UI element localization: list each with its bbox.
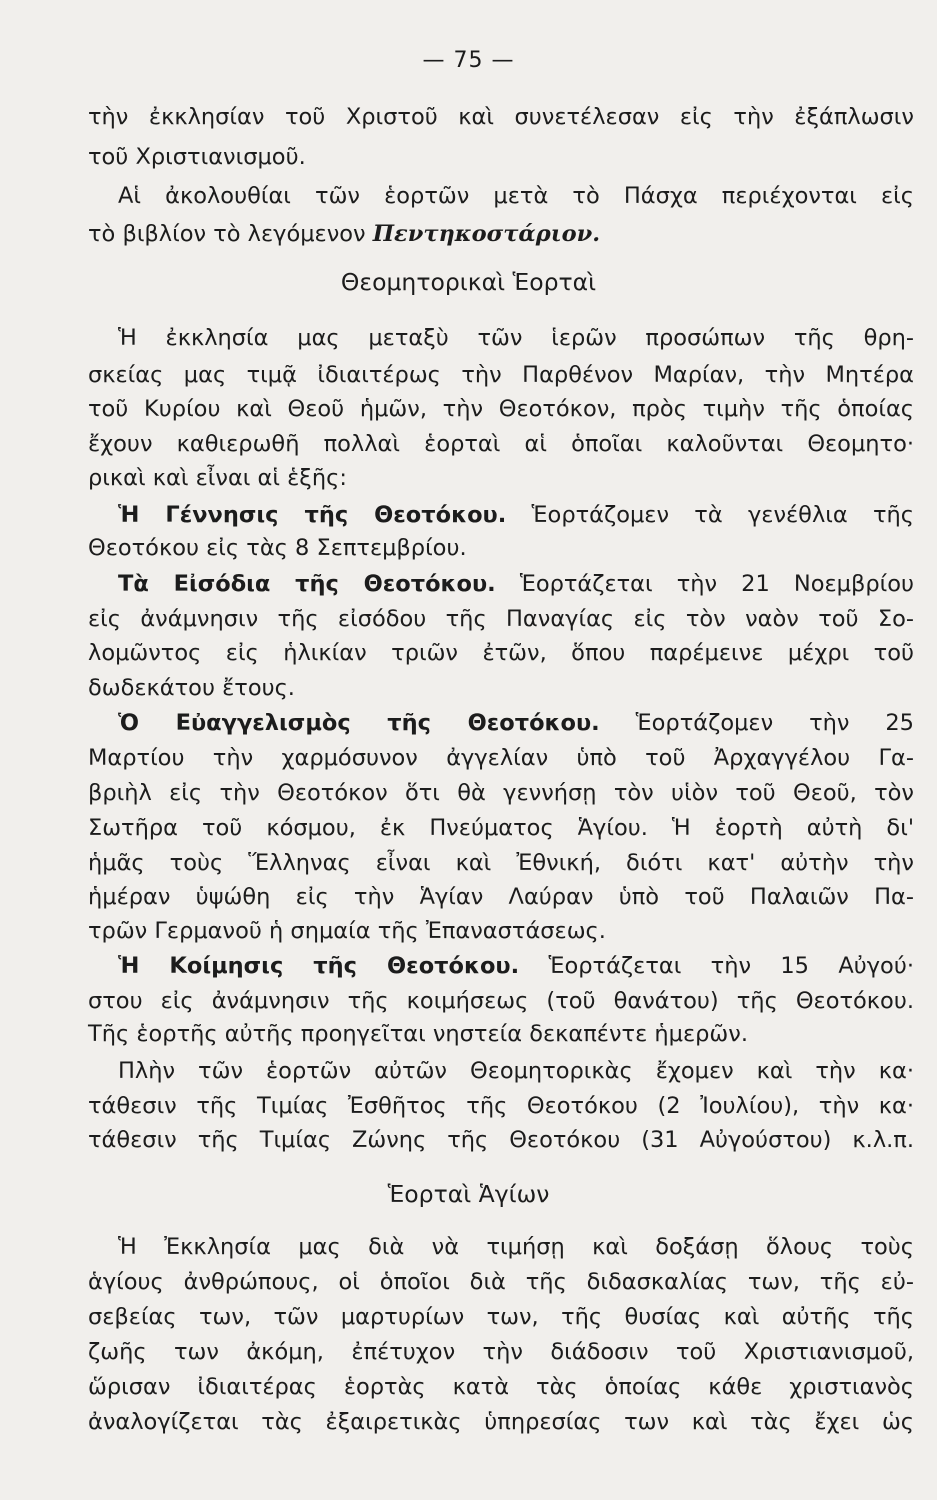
text-line: τάθεσιν τῆς Τιμίας Ζώνης τῆς Θεοτόκου (31 Αὐγούστου) κ.λ.π.	[88, 1127, 914, 1153]
feast-title: Τὰ Εἰσόδια τῆς Θεοτόκου.	[118, 571, 496, 597]
text-line: βριὴλ εἰς τὴν Θεοτόκον ὅτι θὰ γεννήσῃ τὸν υἱὸν τοῦ Θεοῦ, τὸν	[88, 780, 914, 806]
text-line: εἰς ἀνάμνησιν τῆς εἰσόδου τῆς Παναγίας εἰς τὸν ναὸν τοῦ Σο-	[88, 606, 914, 632]
text-line: Ἡ Ἐκκλησία μας διὰ νὰ τιμήσῃ καὶ δοξάσῃ ὅλους τοὺς	[118, 1234, 914, 1260]
text-line: ρικαὶ καὶ εἶναι αἱ ἑξῆς:	[88, 465, 347, 491]
text-line: τοῦ Χριστιανισμοῦ.	[88, 144, 306, 170]
text-line: τάθεσιν τῆς Τιμίας Ἐσθῆτος τῆς Θεοτόκου (2 Ἰουλίου), τὴν κα·	[88, 1093, 914, 1119]
text-line: Θεοτόκου εἰς τὰς 8 Σεπτεμβρίου.	[88, 535, 467, 561]
text-line: ἡμέραν ὑψώθη εἰς τὴν Ἁγίαν Λαύραν ὑπὸ τοῦ Παλαιῶν Πα-	[88, 884, 914, 910]
text-line: Μαρτίου τὴν χαρμόσυνον ἀγγελίαν ὑπὸ τοῦ Ἀρχαγγέλου Γα-	[88, 745, 914, 771]
text-segment: Ἑορτάζομεν τὰ γενέθλια τῆς	[506, 502, 914, 528]
section-heading-theometorikai: Θεομητορικαὶ Ἑορταὶ	[340, 268, 597, 296]
text-line: ζωῆς των ἀκόμη, ἐπέτυχον τὴν διάδοσιν τοῦ Χριστιανισμοῦ,	[88, 1339, 914, 1365]
feast-title: Ἡ Γέννησις τῆς Θεοτόκου.	[118, 502, 507, 528]
text-line: Αἱ ἀκολουθίαι τῶν ἑορτῶν μετὰ τὸ Πάσχα περιέχονται εἰς	[118, 183, 914, 209]
text-segment: Ἑορτάζεται τὴν 15 Αὐγού·	[519, 953, 914, 979]
text-line: τρῶν Γερμανοῦ ἡ σημαία τῆς Ἐπαναστάσεως.	[88, 918, 606, 944]
feast-title: Ὁ Εὐαγγελισμὸς τῆς Θεοτόκου.	[118, 710, 600, 736]
text-line: ὥρισαν ἰδιαιτέρας ἑορτὰς κατὰ τὰς ὁποίας κάθε χριστιανὸς	[88, 1374, 914, 1400]
text-line: Πλὴν τῶν ἑορτῶν αὐτῶν Θεομητορικὰς ἔχομεν καὶ τὴν κα·	[118, 1058, 914, 1084]
text-line: ἔχουν καθιερωθῆ πολλαὶ ἑορταὶ αἱ ὁποῖαι καλοῦνται Θεομητο·	[88, 431, 914, 457]
text-line: δωδεκάτου ἔτους.	[88, 675, 295, 701]
text-line	[118, 568, 914, 601]
text-line: λομῶντος εἰς ἡλικίαν τριῶν ἐτῶν, ὅπου παρέμεινε μέχρι τοῦ	[88, 640, 914, 666]
text-segment: Ἑορτάζεται τὴν 21 Νοεμβρίου	[495, 571, 914, 597]
text-line	[118, 707, 914, 740]
text-line: Ἡ ἐκκλησία μας μεταξὺ τῶν ἱερῶν προσώπων τῆς θρη-	[118, 325, 914, 351]
text-segment: τὸ βιβλίον τὸ λεγόμενον	[88, 221, 373, 247]
text-line: ἀναλογίζεται τὰς ἐξαιρετικὰς ὑπηρεσίας των καὶ τὰς ἔχει ὡς	[88, 1409, 914, 1435]
text-segment: Ἑορτάζομεν τὴν 25	[599, 710, 914, 736]
text-line: σεβείας των, τῶν μαρτυρίων των, τῆς θυσίας καὶ αὐτῆς τῆς	[88, 1304, 914, 1330]
text-line	[118, 499, 914, 532]
text-line	[88, 218, 914, 251]
text-line: ἡμᾶς τοὺς Ἕλληνας εἶναι καὶ Ἐθνική, διότι κατ' αὐτὴν τὴν	[88, 850, 914, 876]
text-line: Σωτῆρα τοῦ κόσμου, ἐκ Πνεύματος Ἁγίου. Ἡ ἑορτὴ αὐτὴ δι'	[88, 815, 914, 841]
text-line: τοῦ Κυρίου καὶ Θεοῦ ἡμῶν, τὴν Θεοτόκον, πρὸς τιμὴν τῆς ὁποίας	[88, 396, 914, 422]
feast-title: Ἡ Κοίμησις τῆς Θεοτόκου.	[118, 953, 520, 979]
text-line	[118, 950, 914, 983]
text-line: τὴν ἐκκλησίαν τοῦ Χριστοῦ καὶ συνετέλεσαν εἰς τὴν ἐξάπλωσιν	[88, 104, 914, 130]
text-line: στου εἰς ἀνάμνησιν τῆς κοιμήσεως (τοῦ θανάτου) τῆς Θεοτόκου.	[88, 988, 914, 1014]
section-heading-agion: Ἑορταὶ Ἁγίων	[387, 1180, 550, 1208]
text-line: Τῆς ἑορτῆς αὐτῆς προηγεῖται νηστεία δεκαπέντε ἡμερῶν.	[88, 1021, 748, 1047]
text-line: σκείας μας τιμᾷ ἰδιαιτέρως τὴν Παρθένον Μαρίαν, τὴν Μητέρα	[88, 362, 914, 388]
text-line: ἁγίους ἀνθρώπους, οἱ ὁποῖοι διὰ τῆς διδασκαλίας των, τῆς εὐ-	[88, 1269, 914, 1295]
book-title: Πεντηκοστάριον.	[372, 221, 601, 247]
page-number: — 75 —	[422, 48, 515, 73]
